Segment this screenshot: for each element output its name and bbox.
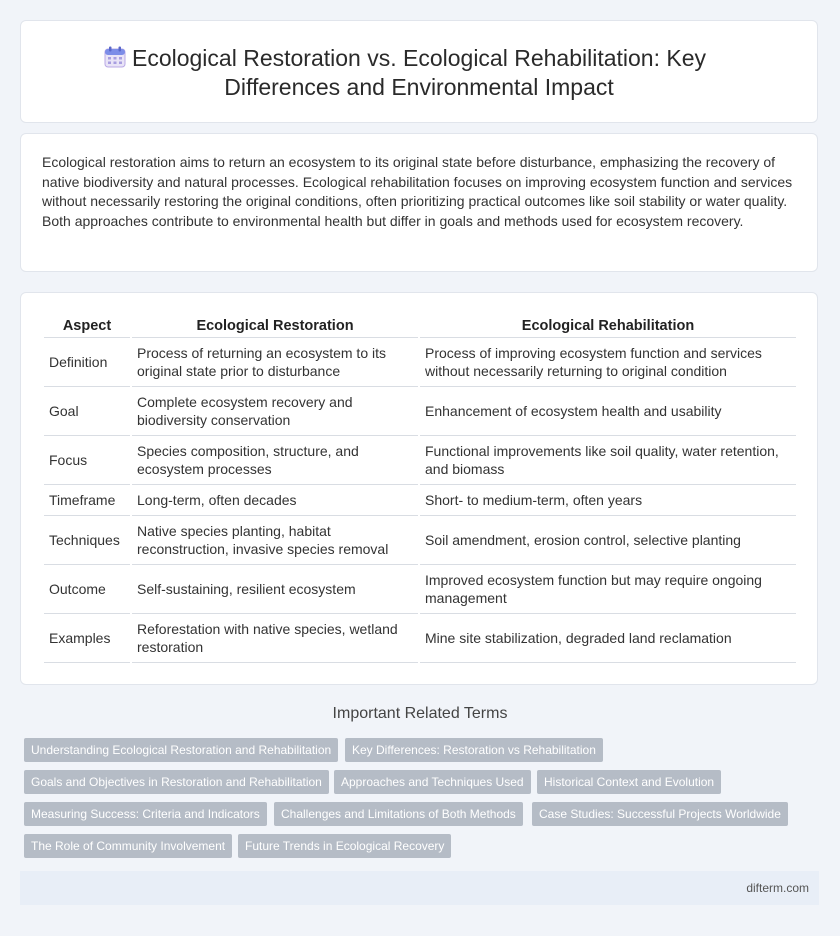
related-term-tag[interactable]: Case Studies: Successful Projects Worldwide	[532, 802, 788, 826]
header-aspect: Aspect	[44, 315, 130, 338]
related-term-tag[interactable]: Challenges and Limitations of Both Methods	[274, 802, 523, 826]
table-row	[44, 516, 796, 565]
row-aspect: Focus	[44, 436, 130, 485]
row-restoration: Species composition, structure, and ecosystem processes	[132, 436, 418, 485]
related-term-tag[interactable]: Key Differences: Restoration vs Rehabilitation	[345, 738, 603, 762]
related-term-tag[interactable]: Historical Context and Evolution	[537, 770, 721, 794]
row-aspect: Timeframe	[44, 485, 130, 516]
intro-card	[20, 133, 818, 272]
table-row	[44, 338, 796, 387]
row-rehabilitation: Soil amendment, erosion control, selective planting	[420, 516, 796, 565]
table-row	[44, 565, 796, 614]
row-restoration: Long-term, often decades	[132, 485, 418, 516]
footer	[20, 871, 819, 905]
related-term-tag[interactable]: Goals and Objectives in Restoration and Rehabilitation	[24, 770, 329, 794]
row-rehabilitation: Mine site stabilization, degraded land reclamation	[420, 614, 796, 663]
row-rehabilitation: Functional improvements like soil quality, water retention, and biomass	[420, 436, 796, 485]
related-term-tag[interactable]: Understanding Ecological Restoration and Rehabilitation	[24, 738, 338, 762]
row-rehabilitation: Enhancement of ecosystem health and usability	[420, 387, 796, 436]
footer-site[interactable]: difterm.com	[746, 881, 809, 895]
comparison-table	[42, 315, 798, 663]
row-aspect: Outcome	[44, 565, 130, 614]
row-aspect: Definition	[44, 338, 130, 387]
related-term-tag[interactable]: Future Trends in Ecological Recovery	[238, 834, 451, 858]
table-header-row	[44, 315, 796, 338]
row-restoration: Self-sustaining, resilient ecosystem	[132, 565, 418, 614]
row-restoration: Process of returning an ecosystem to its original state prior to disturbance	[132, 338, 418, 387]
row-rehabilitation: Improved ecosystem function but may require ongoing management	[420, 565, 796, 614]
table-row	[44, 485, 796, 516]
table-row	[44, 614, 796, 663]
row-restoration: Native species planting, habitat reconstruction, invasive species removal	[132, 516, 418, 565]
page-title: Ecological Restoration vs. Ecological Rehabilitation: Key Differences and Environmental Impact	[131, 45, 707, 100]
row-aspect: Goal	[44, 387, 130, 436]
comparison-card	[20, 292, 818, 685]
row-restoration: Complete ecosystem recovery and biodiversity conservation	[132, 387, 418, 436]
related-terms-title: Important Related Terms	[332, 705, 508, 722]
header-rehabilitation: Ecological Rehabilitation	[420, 315, 796, 338]
row-aspect: Techniques	[44, 516, 130, 565]
table-row	[44, 436, 796, 485]
row-rehabilitation: Process of improving ecosystem function and services without necessarily returning to original condition	[420, 338, 796, 387]
related-term-tag[interactable]: Measuring Success: Criteria and Indicators	[24, 802, 267, 826]
header-restoration: Ecological Restoration	[132, 315, 418, 338]
intro-paragraph: Ecological restoration aims to return an ecosystem to its original state before disturbance, emphasizing the recovery of native biodiversity and natural processes. Ecological rehabilitation focuses on improving ecosystem function and services without necessarily restoring the original conditions, often prioritizing practical outcomes like soil stability or water quality. Both approaches contribute to environmental health but differ in goals and methods used for ecosystem recovery.	[42, 154, 793, 229]
row-rehabilitation: Short- to medium-term, often years	[420, 485, 796, 516]
table-row	[44, 387, 796, 436]
row-restoration: Reforestation with native species, wetland restoration	[132, 614, 418, 663]
related-term-tag[interactable]: The Role of Community Involvement	[24, 834, 232, 858]
row-aspect: Examples	[44, 614, 130, 663]
header-card	[20, 20, 818, 123]
related-term-tag[interactable]: Approaches and Techniques Used	[334, 770, 531, 794]
